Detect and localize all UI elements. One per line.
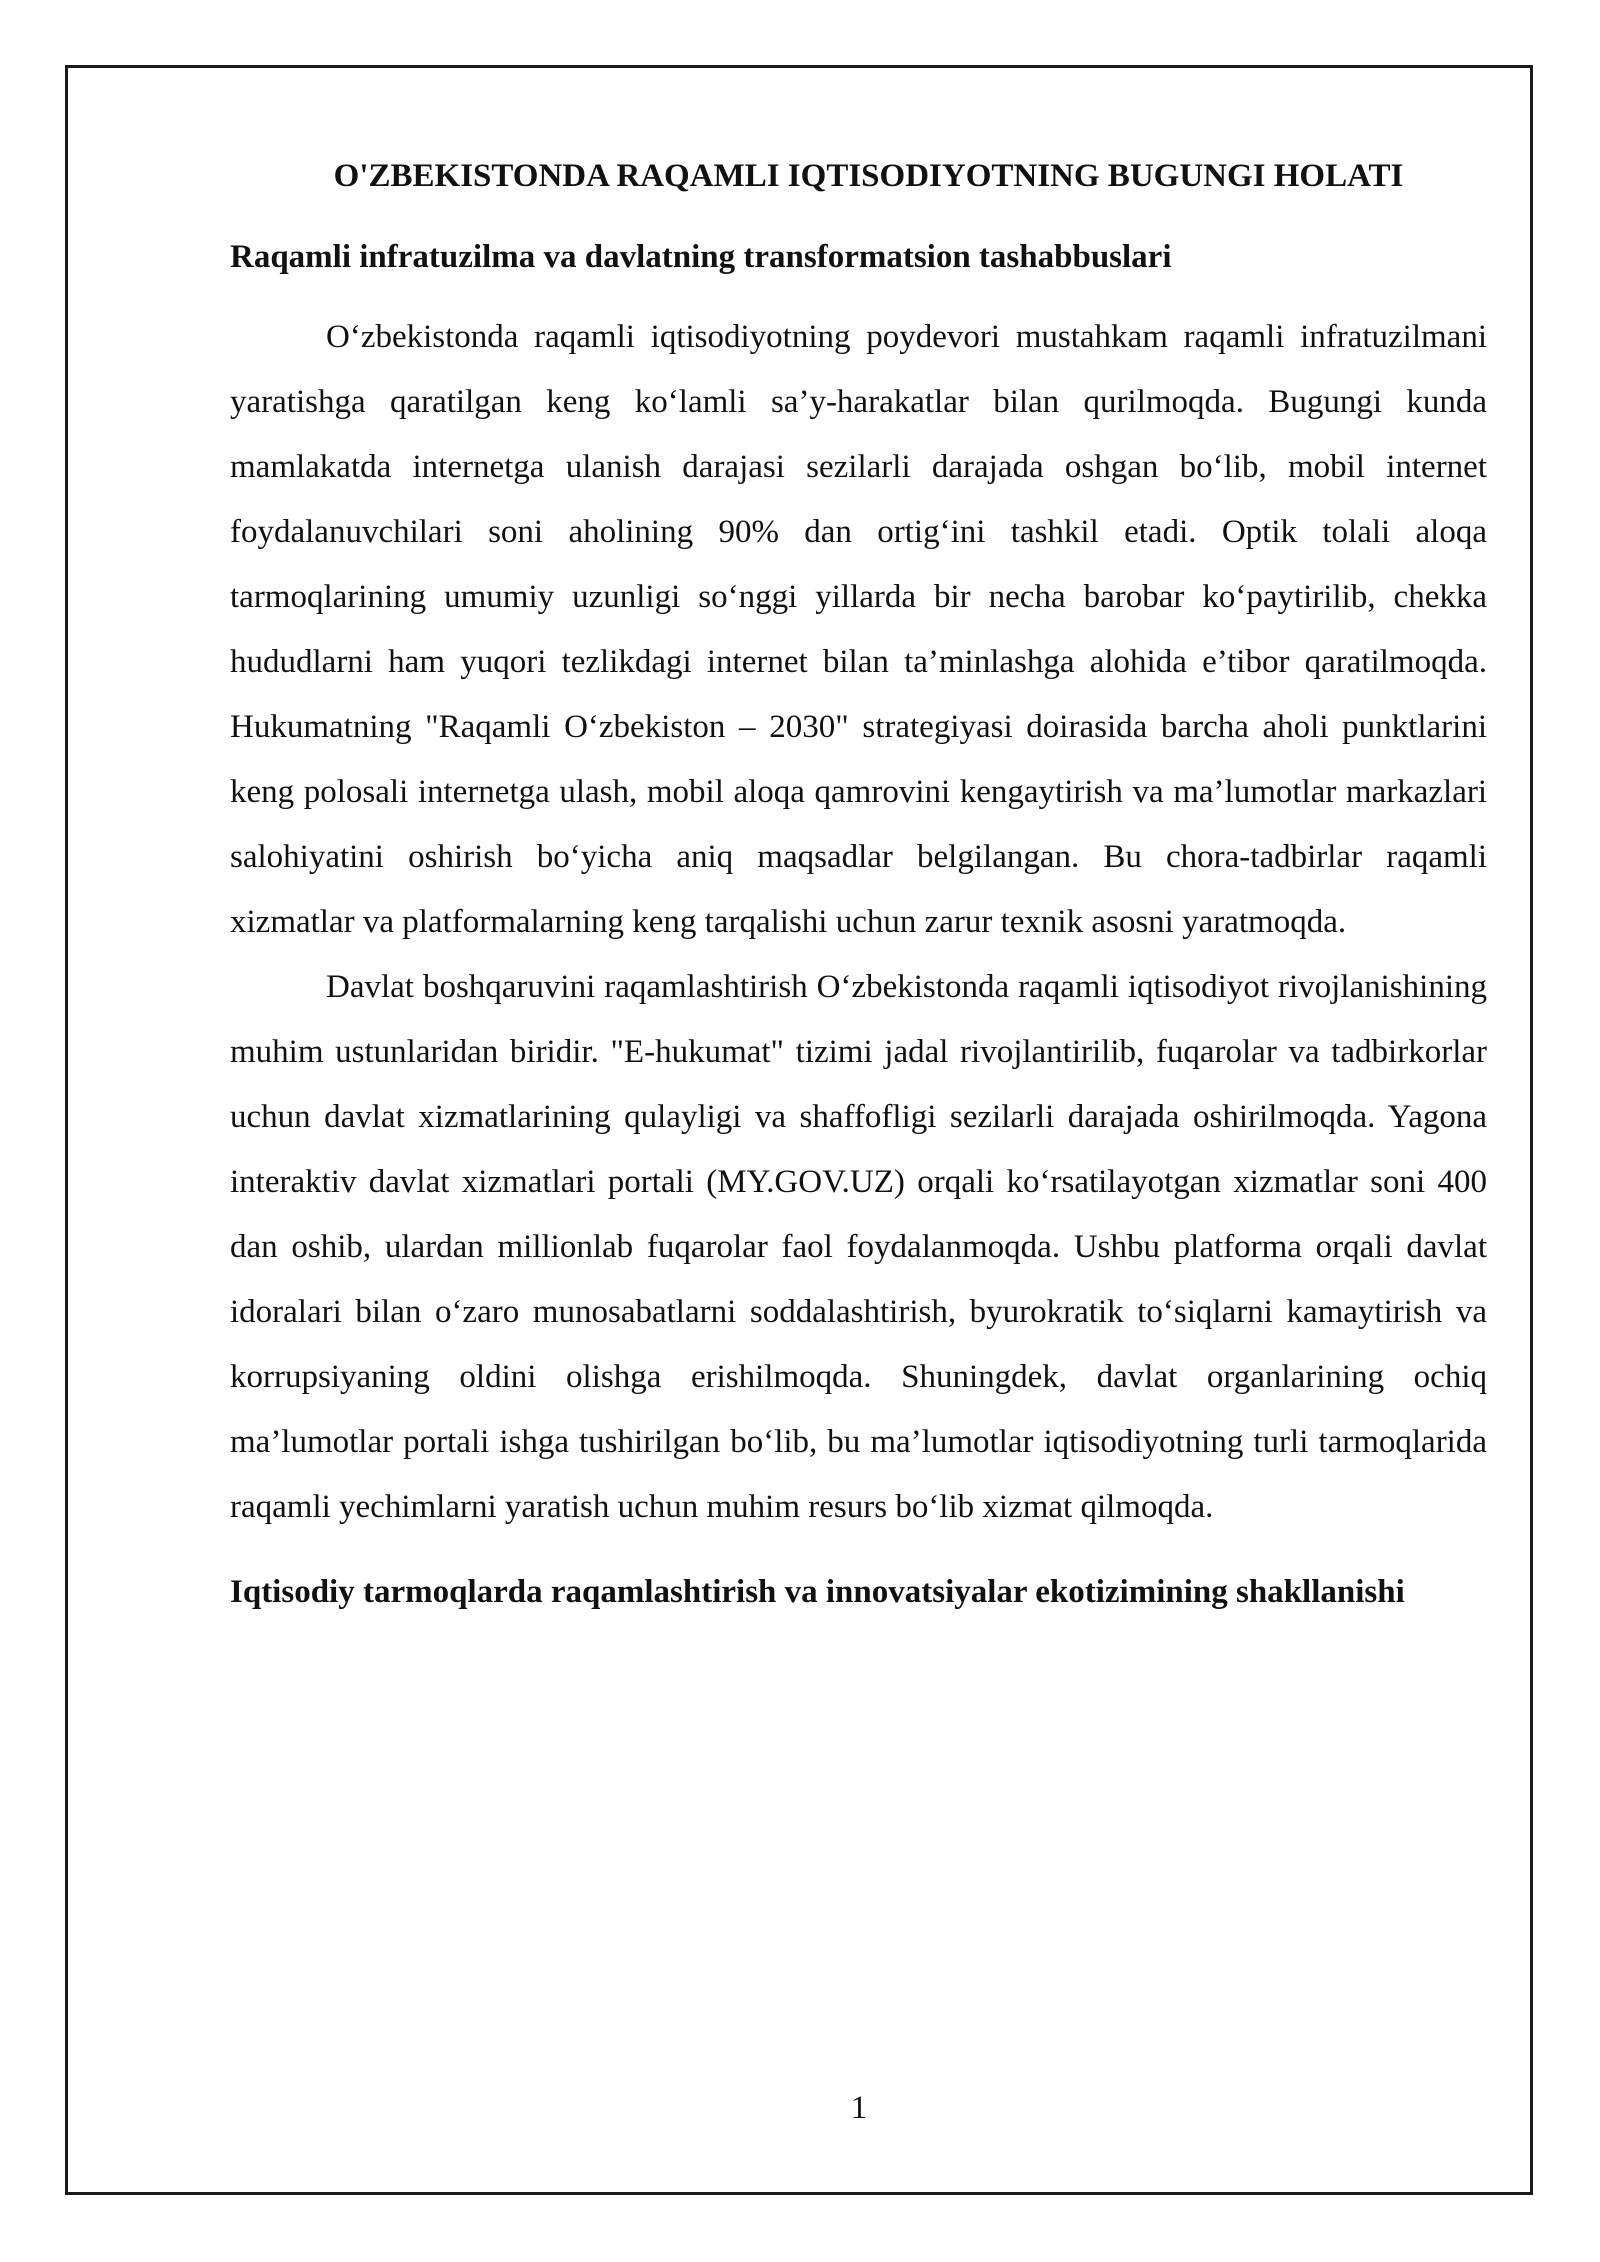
section-heading: Raqamli infratuzilma va davlatning transformatsion tashabbuslari (230, 239, 1172, 275)
paragraph: O‘zbekistonda raqamli iqtisodiyotning poydevori mustahkam raqamli infratuzilmani yaratishga qaratilgan keng ko‘lamli sa’y-harakatlar bilan qurilmoqda. Bugungi kunda mamlakatda internetga ulanish darajasi sezilarli darajada oshgan bo‘lib, mobil internet foydalanuvchilari soni aholining 90% dan ortig‘ini tashkil etadi. Optik tolali aloqa tarmoqlarining umumiy uzunligi so‘nggi yillarda bir necha barobar ko‘paytirilib, chekka hududlarni ham yuqori tezlikdagi internet bilan ta’minlashga alohida e’tibor qaratilmoqda. Hukumatning "Raqamli O‘zbekiston – 2030" strategiyasi doirasida barcha aholi punktlarini keng polosali internetga ulash, mobil aloqa qamrovini kengaytirish va ma’lumotlar markazlari salohiyatini oshirish bo‘yicha aniq maqsadlar belgilangan. Bu chora-tadbirlar raqamli xizmatlar va platformalarning keng tarqalishi uchun zarur texnik asosni yaratmoqda. (230, 319, 1487, 940)
page-number: 1 (850, 2090, 868, 2126)
document-title: O'ZBEKISTONDA RAQAMLI IQTISODIYOTNING BUGUNGI HOLATI (333, 158, 1404, 194)
document-body (230, 150, 1487, 1625)
paragraph: Davlat boshqaruvini raqamlashtirish O‘zbekistonda raqamli iqtisodiyot rivojlanishining muhim ustunlaridan biridir. "E-hukumat" tizimi jadal rivojlantirilib, fuqarolar va tadbirkorlar uchun davlat xizmatlarining qulayligi va shaffofligi sezilarli darajada oshirilmoqda. Yagona interaktiv davlat xizmatlari portali (MY.GOV.UZ) orqali ko‘rsatilayotgan xizmatlar soni 400 dan oshib, ulardan millionlab fuqarolar faol foydalanmoqda. Ushbu platforma orqali davlat idoralari bilan o‘zaro munosabatlarni soddalashtirish, byurokratik to‘siqlarni kamaytirish va korrupsiyaning oldini olishga erishilmoqda. Shuningdek, davlat organlarining ochiq ma’lumotlar portali ishga tushirilgan bo‘lib, bu ma’lumotlar iqtisodiyotning turli tarmoqlarida raqamli yechimlarni yaratish uchun muhim resurs bo‘lib xizmat qilmoqda. (230, 969, 1487, 1525)
section-heading: Iqtisodiy tarmoqlarda raqamlashtirish va innovatsiyalar ekotizimining shakllanishi (230, 1574, 1405, 1610)
